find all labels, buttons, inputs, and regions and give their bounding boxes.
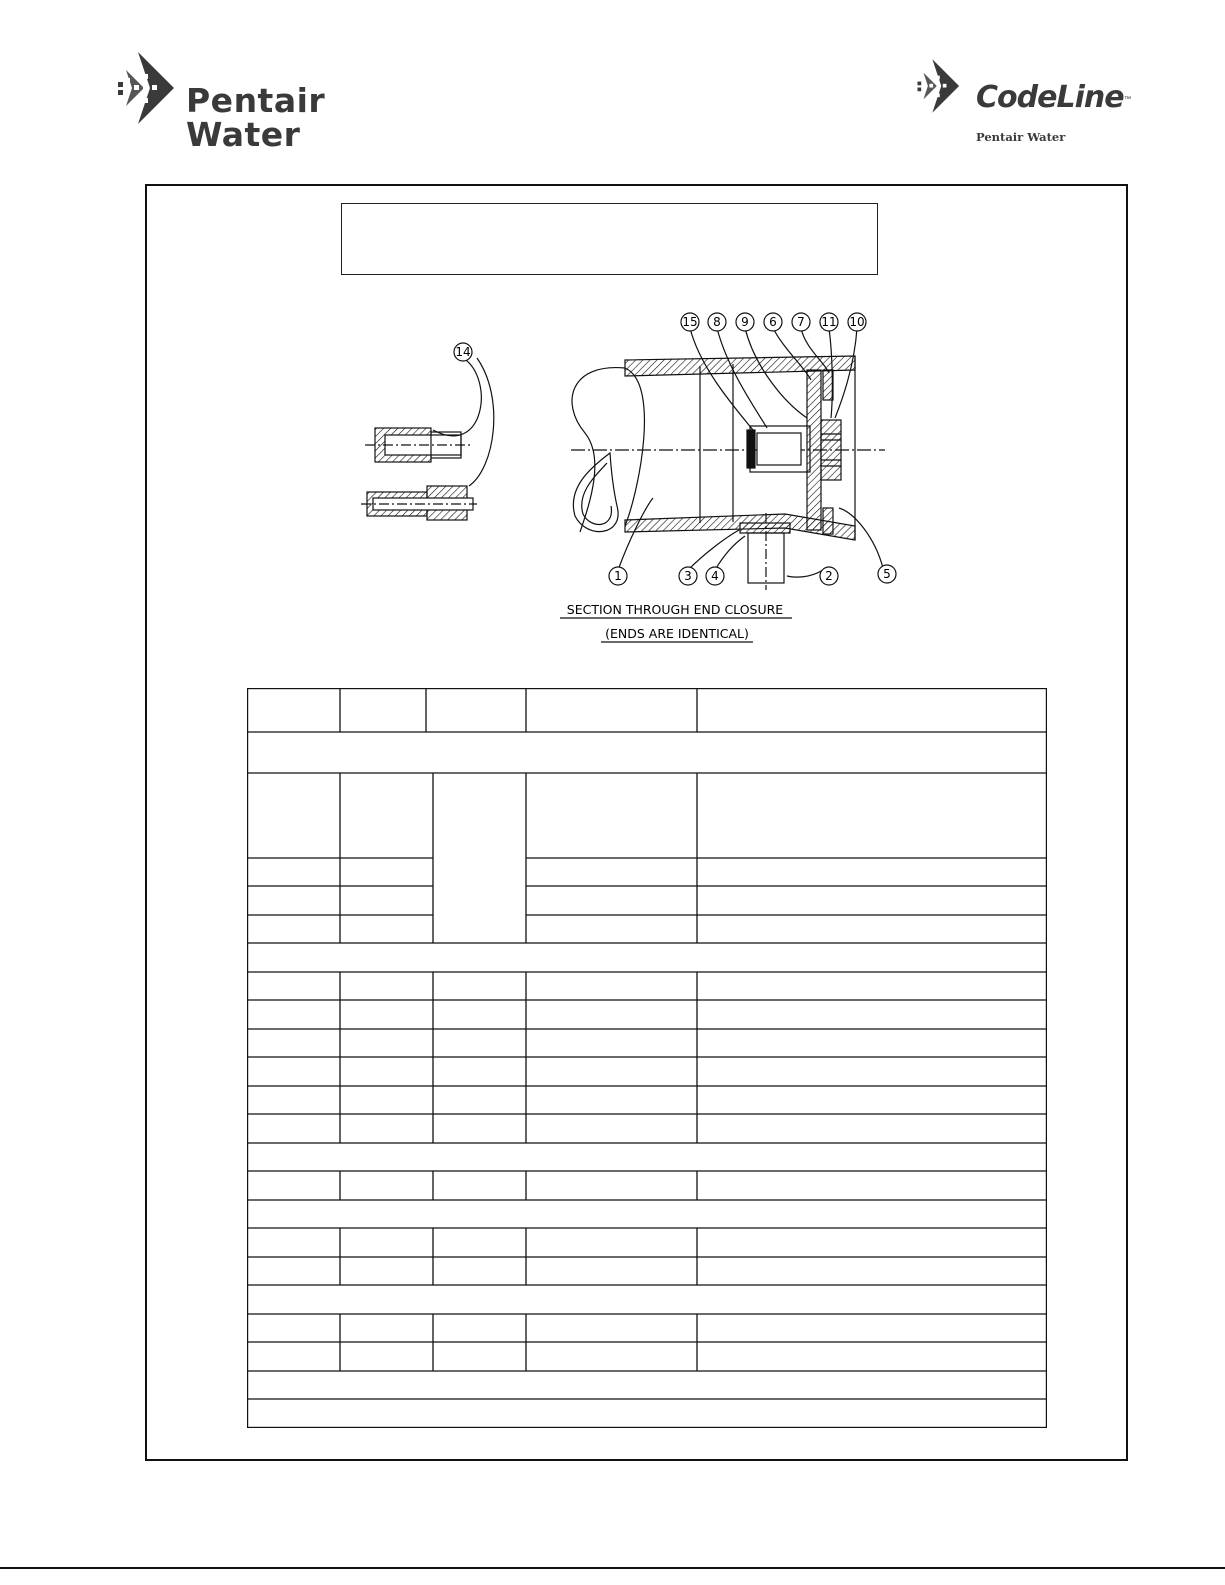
callout-label: 8 <box>713 315 721 329</box>
end-closure-section-drawing <box>355 308 915 648</box>
callout-label: 11 <box>821 315 837 329</box>
callout-label: 5 <box>883 567 891 581</box>
drawing-caption-line2: (ENDS ARE IDENTICAL) <box>605 626 749 641</box>
drawing-caption-line1: SECTION THROUGH END CLOSURE <box>566 602 784 617</box>
callout-label: 14 <box>455 345 471 359</box>
callout-label: 1 <box>614 569 622 583</box>
pentair-water-logo <box>116 52 346 162</box>
callout-label: 7 <box>797 315 805 329</box>
footer-rule <box>0 1567 1225 1569</box>
callout-3 <box>679 567 697 585</box>
callout-7 <box>792 313 810 331</box>
callout-label: 9 <box>741 315 749 329</box>
callout-15 <box>681 313 699 331</box>
callout-6 <box>764 313 782 331</box>
title-box <box>341 203 878 275</box>
callout-label: 15 <box>682 315 698 329</box>
callout-label: 2 <box>825 569 833 583</box>
pentair-diamond-icon <box>116 52 186 132</box>
callout-5 <box>878 565 896 583</box>
callout-9 <box>736 313 754 331</box>
callout-label: 4 <box>711 569 719 583</box>
pentair-diamond-icon <box>916 58 968 120</box>
codeline-wordmark: CodeLine <box>976 80 1124 115</box>
parts-list-table <box>247 688 1047 1428</box>
callout-8 <box>708 313 726 331</box>
callout-4 <box>706 567 724 585</box>
trademark-symbol: ™ <box>1124 96 1131 103</box>
callout-label: 10 <box>849 315 865 329</box>
fitting-upper <box>365 428 471 462</box>
callout-2 <box>820 567 838 585</box>
callout-1 <box>609 567 627 585</box>
fitting-lower <box>361 486 477 520</box>
callout-14 <box>454 343 472 361</box>
table-grid <box>247 688 1047 1428</box>
codeline-logo <box>916 58 1146 148</box>
vessel-body <box>571 356 885 590</box>
callout-10 <box>848 313 866 331</box>
codeline-tagline: Pentair Water <box>976 130 1066 144</box>
callout-label: 3 <box>684 569 692 583</box>
callout-label: 6 <box>769 315 777 329</box>
callout-11 <box>820 313 838 331</box>
logo-text-line2: Water <box>186 115 301 154</box>
logo-text-line1: Pentair <box>186 81 326 120</box>
